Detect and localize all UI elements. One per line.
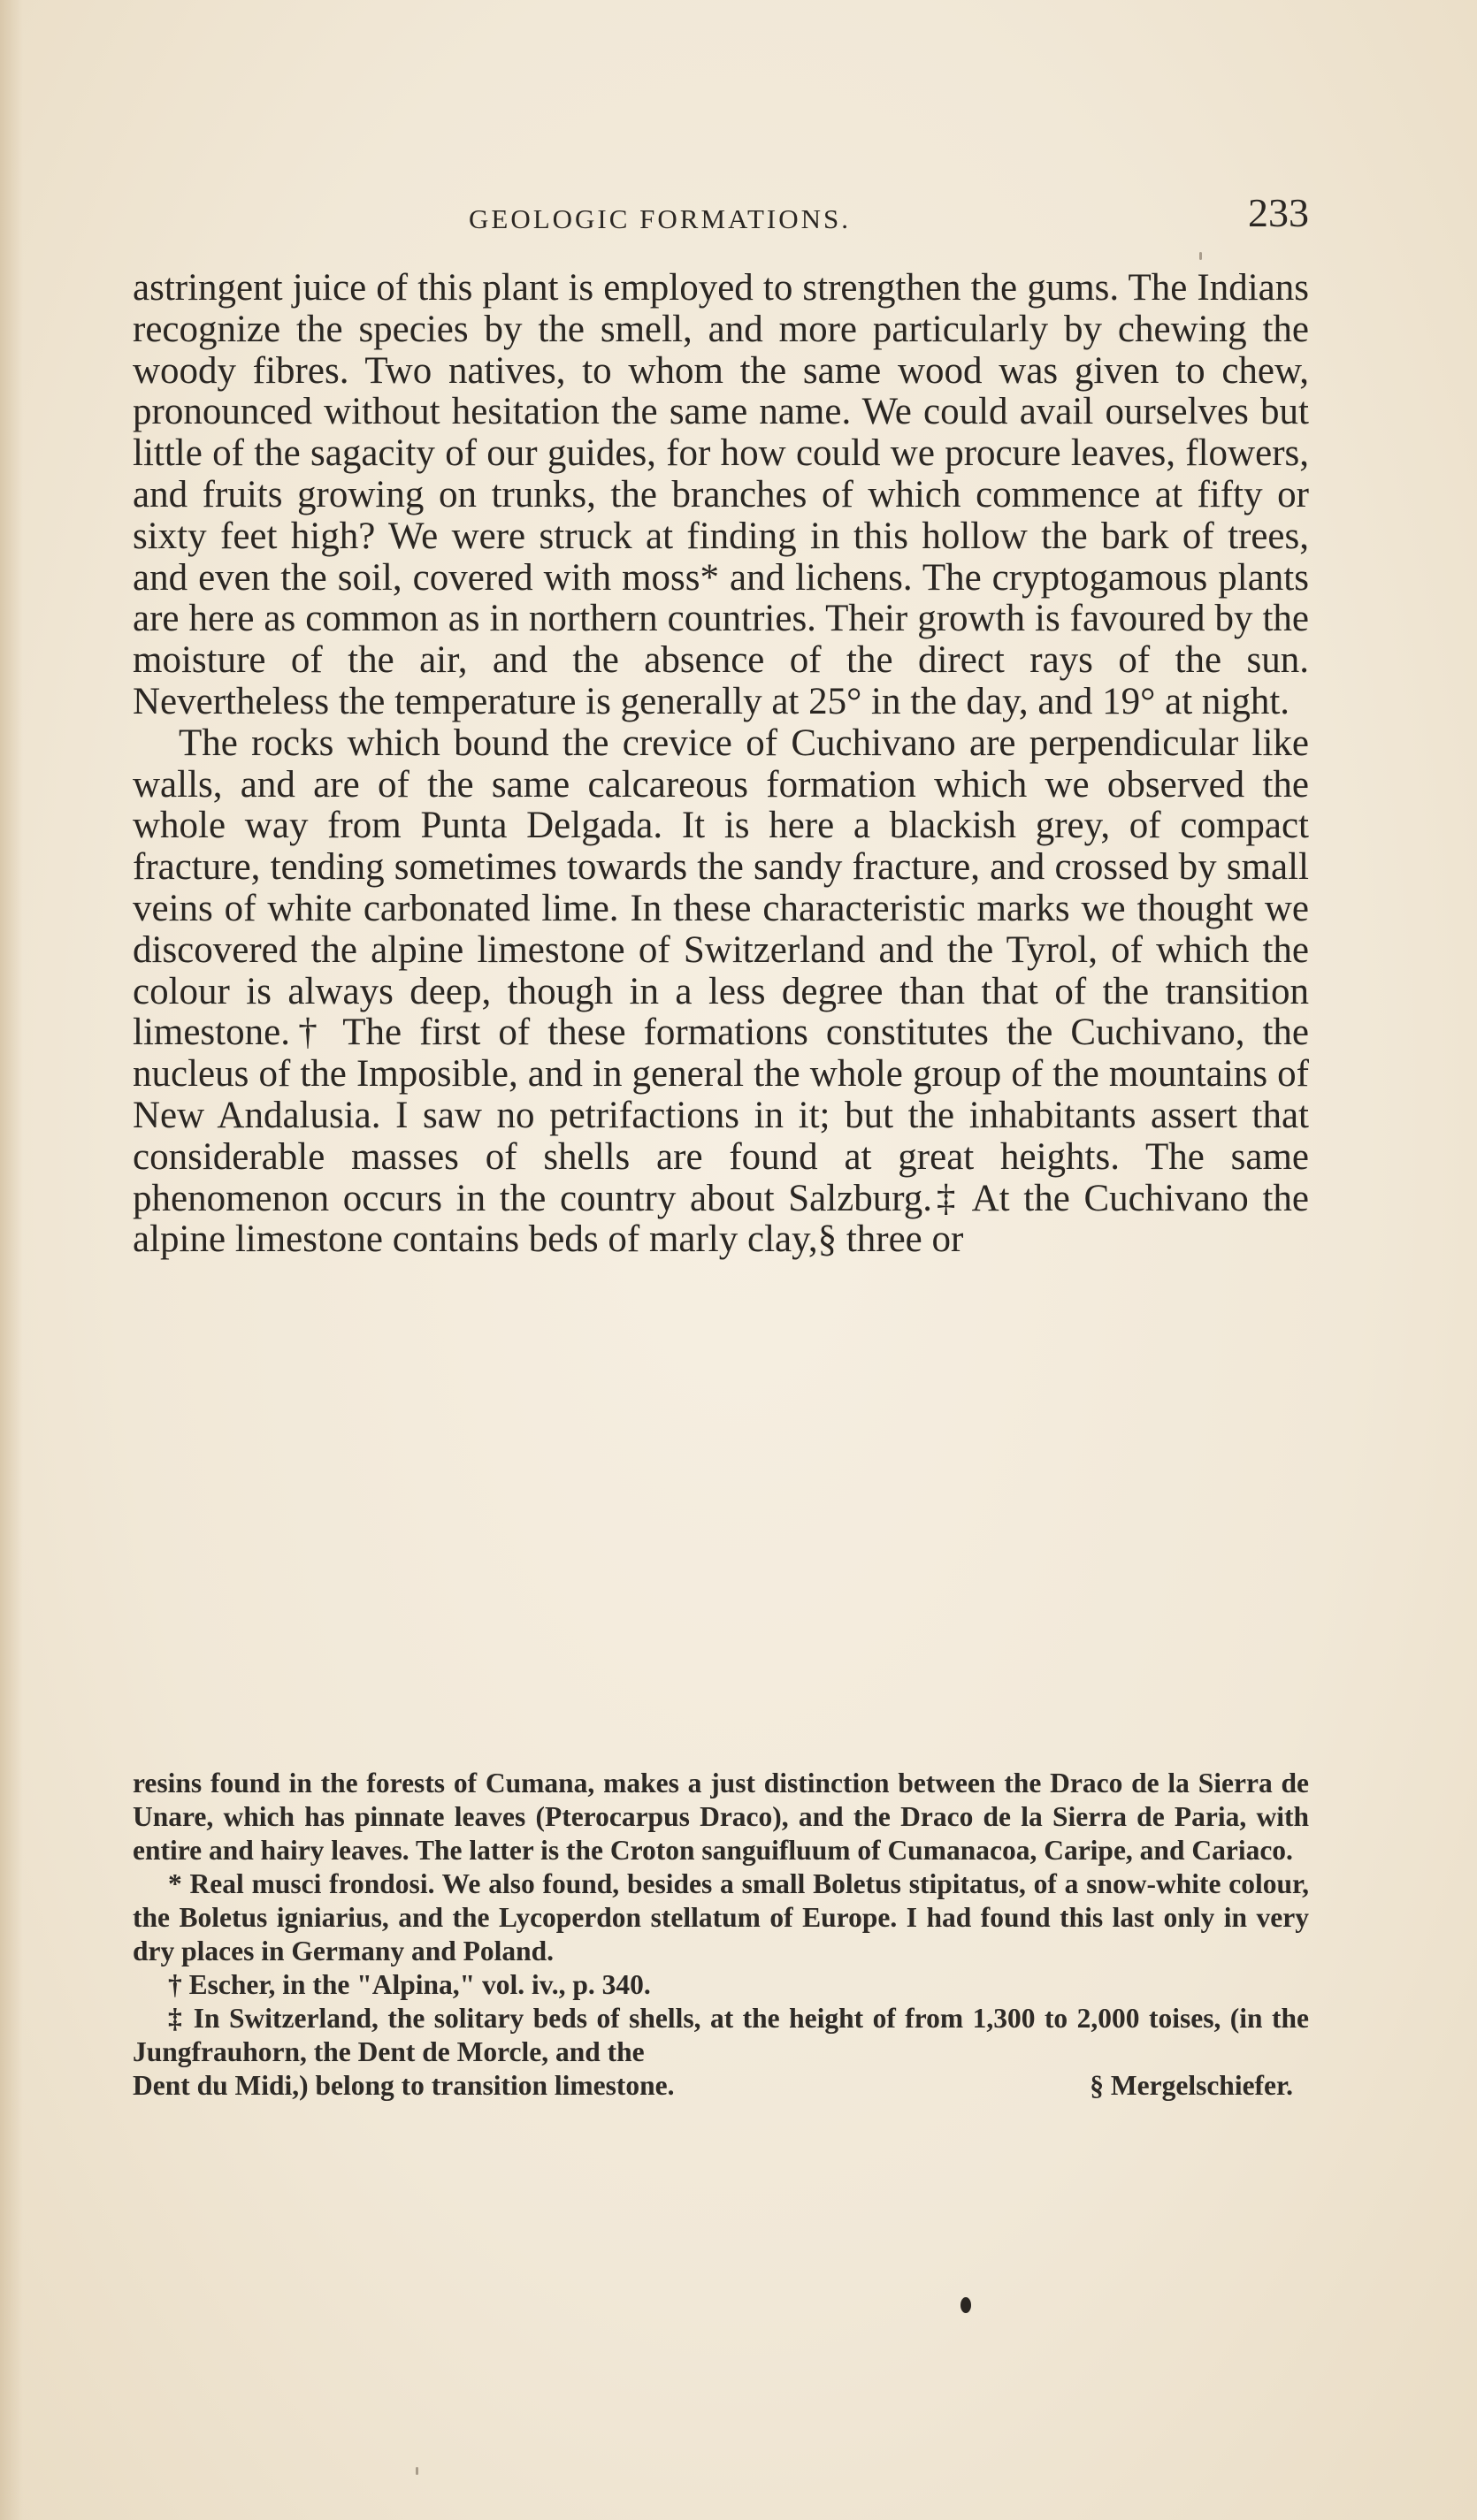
footnote-double-dagger-end: Dent du Midi,) belong to transition limestone. <box>133 2070 675 2101</box>
printer-mark-dot <box>960 2297 971 2313</box>
footnote-dagger: † Escher, in the "Alpina," vol. iv., p. 340. <box>168 1969 651 2000</box>
running-title: GEOLOGIC FORMATIONS. <box>469 203 852 234</box>
footnotes <box>133 1767 1309 2103</box>
page-edge-shadow <box>0 0 23 2520</box>
page-number: 233 <box>1248 190 1309 235</box>
page-header <box>133 189 1309 242</box>
main-text <box>133 268 1309 1261</box>
footnote-section: § Mergelschiefer. <box>1090 2070 1293 2101</box>
footnote-double-dagger: ‡ In Switzerland, the solitary beds of shells, at the height of from 1,300 to 2,000 toises, (in the Jungfrauhorn, the Dent de Morcle, and the <box>133 2003 1309 2067</box>
footnote-star: * Real musci frondosi. We also found, besides a small Boletus stipitatus, of a snow-white colour, the Boletus igniarius, and the Lycoperdon stellatum of Europe. I had found this last only in very dry places in Germany and Poland. <box>133 1868 1309 1966</box>
paper-speck <box>416 2467 418 2475</box>
paragraph-continuation: astringent juice of this plant is employed to strengthen the gums. The Indians recognize the species by the smell, and more particularly by chewing the woody fibres. Two natives, to whom the same wood was given to chew, pronounced without hesitation the same name. We could avail ourselves but little of the sagacity of our guides, for how could we procure leaves, flowers, and fruits growing on trunks, the branches of which commence at fifty or sixty feet high? We were struck at finding in this hollow the bark of trees, and even the soil, covered with moss* and lichens. The cryptogamous plants are here as common as in northern countries. Their growth is favoured by the moisture of the air, and the absence of the direct rays of the sun. Nevertheless the temperature is generally at 25° in the day, and 19° at night. <box>133 267 1309 722</box>
paragraph-rocks-of-cuchivano: The rocks which bound the crevice of Cuchivano are perpendicular like walls, and are of the same calcareous formation which we observed the whole way from Punta Delgada. It is here a blackish grey, of compact fracture, tending sometimes towards the sandy fracture, and crossed by small veins of white carbonated lime. In these characteristic marks we thought we discovered the alpine limestone of Switzerland and the Tyrol, of which the colour is always deep, though in a less degree than that of the transition limestone.† The first of these formations constitutes the Cuchivano, the nucleus of the Imposible, and in general the whole group of the mountains of New Andalusia. I saw no petrifactions in it; but the inhabitants assert that considerable masses of shells are found at great heights. The same phenomenon occurs in the country about Salzburg.‡ At the Cuchivano the alpine limestone contains beds of marly clay,§ three or <box>133 722 1309 1261</box>
footnote-last-line <box>133 2069 1309 2103</box>
paper-speck <box>1199 252 1202 260</box>
footnote-continuation: resins found in the forests of Cumana, makes a just distinction between the Draco de la Sierra de Unare, which has pinnate leaves (Pterocarpus Draco), and the Draco de la Sierra de Paria, with entire and hairy leaves. The latter is the Croton sanguifluum of Cumanacoa, Caripe, and Cariaco. <box>133 1768 1309 1866</box>
